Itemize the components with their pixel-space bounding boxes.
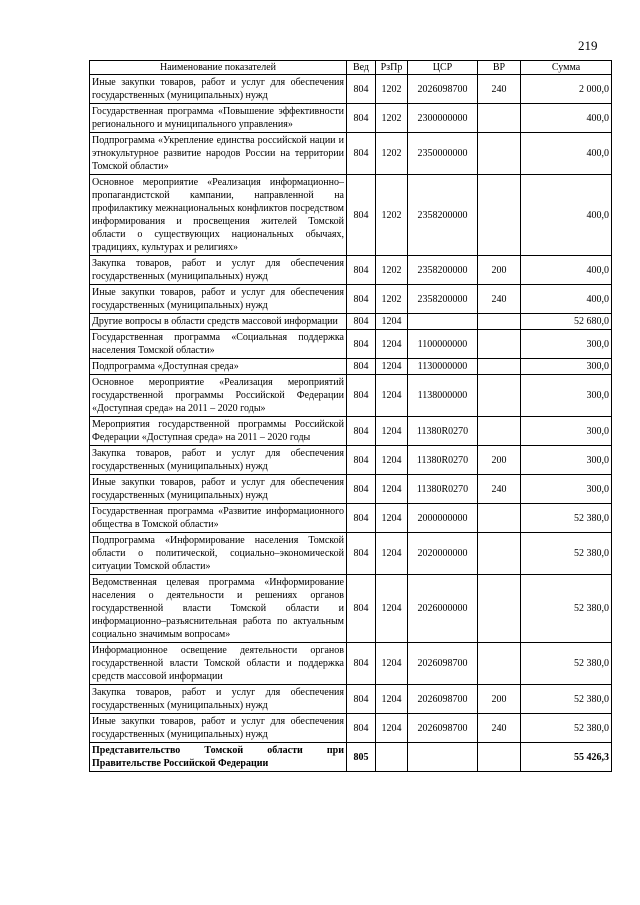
cell-name: Подпрограмма «Укрепление единства российской нации и этнокультурное развитие народов России на территории Томской области»: [90, 133, 347, 175]
cell-csr: 2350000000: [408, 133, 478, 175]
cell-rzpr: 1202: [376, 104, 408, 133]
header-csr: ЦСР: [408, 61, 478, 75]
cell-sum: 52 380,0: [521, 504, 612, 533]
cell-rzpr: 1204: [376, 575, 408, 643]
table-row: [90, 75, 612, 104]
cell-sum: 55 426,3: [521, 743, 612, 772]
cell-sum: 400,0: [521, 285, 612, 314]
cell-name: Подпрограмма «Доступная среда»: [90, 359, 347, 375]
cell-name: Иные закупки товаров, работ и услуг для обеспечения государственных (муниципальных) нужд: [90, 75, 347, 104]
cell-sum: 300,0: [521, 375, 612, 417]
cell-csr: 2358200000: [408, 175, 478, 256]
cell-name: Представительство Томской области при Правительстве Российской Федерации: [90, 743, 347, 772]
header-ved: Вед: [347, 61, 376, 75]
cell-sum: 300,0: [521, 330, 612, 359]
cell-rzpr: 1202: [376, 75, 408, 104]
cell-sum: 52 380,0: [521, 685, 612, 714]
cell-name: Подпрограмма «Информирование населения Томской области о политической, социально–экономической ситуации Томской области»: [90, 533, 347, 575]
cell-ved: 804: [347, 685, 376, 714]
table-row: [90, 714, 612, 743]
cell-ved: 804: [347, 256, 376, 285]
cell-ved: 804: [347, 533, 376, 575]
cell-sum: 400,0: [521, 175, 612, 256]
table-row: [90, 104, 612, 133]
cell-ved: 804: [347, 104, 376, 133]
table-row: [90, 256, 612, 285]
cell-sum: 400,0: [521, 104, 612, 133]
cell-name: Мероприятия государственной программы Российской Федерации «Доступная среда» на 2011 – 2020 годы: [90, 417, 347, 446]
table-row: [90, 533, 612, 575]
cell-sum: 300,0: [521, 446, 612, 475]
cell-rzpr: 1204: [376, 417, 408, 446]
cell-ved: 804: [347, 643, 376, 685]
table-row: [90, 285, 612, 314]
cell-sum: 52 380,0: [521, 714, 612, 743]
cell-ved: 804: [347, 714, 376, 743]
cell-rzpr: 1202: [376, 175, 408, 256]
table-row: [90, 375, 612, 417]
table-row: [90, 175, 612, 256]
cell-name: Ведомственная целевая программа «Информирование населения о деятельности и решениях органов государственной власти Томской области и информационно–разъяснительная работа по актуальным социально значимым вопросам»: [90, 575, 347, 643]
cell-ved: 804: [347, 504, 376, 533]
cell-name: Закупка товаров, работ и услуг для обеспечения государственных (муниципальных) нужд: [90, 685, 347, 714]
cell-sum: 52 380,0: [521, 643, 612, 685]
cell-name: Иные закупки товаров, работ и услуг для обеспечения государственных (муниципальных) нужд: [90, 285, 347, 314]
budget-table: [89, 60, 612, 772]
cell-ved: 804: [347, 330, 376, 359]
cell-rzpr: 1204: [376, 314, 408, 330]
cell-rzpr: 1202: [376, 256, 408, 285]
cell-ved: 804: [347, 175, 376, 256]
cell-csr: 2026098700: [408, 75, 478, 104]
cell-vr: [478, 133, 521, 175]
cell-vr: 200: [478, 256, 521, 285]
cell-vr: [478, 533, 521, 575]
cell-ved: 805: [347, 743, 376, 772]
cell-csr: 1130000000: [408, 359, 478, 375]
cell-rzpr: 1204: [376, 330, 408, 359]
cell-sum: 2 000,0: [521, 75, 612, 104]
cell-vr: 240: [478, 285, 521, 314]
header-sum: Сумма: [521, 61, 612, 75]
header-name: Наименование показателей: [90, 61, 347, 75]
table-row: [90, 643, 612, 685]
table-row: [90, 475, 612, 504]
table-row: [90, 417, 612, 446]
table-row: [90, 133, 612, 175]
cell-csr: 11380R0270: [408, 475, 478, 504]
cell-vr: [478, 743, 521, 772]
cell-csr: 2026098700: [408, 714, 478, 743]
cell-rzpr: 1204: [376, 643, 408, 685]
cell-rzpr: 1204: [376, 504, 408, 533]
cell-vr: [478, 359, 521, 375]
table-row: [90, 330, 612, 359]
table-header-row: [90, 61, 612, 75]
cell-name: Иные закупки товаров, работ и услуг для обеспечения государственных (муниципальных) нужд: [90, 714, 347, 743]
cell-name: Государственная программа «Социальная поддержка населения Томской области»: [90, 330, 347, 359]
cell-rzpr: 1202: [376, 133, 408, 175]
cell-rzpr: 1204: [376, 359, 408, 375]
cell-ved: 804: [347, 133, 376, 175]
cell-csr: 2026000000: [408, 575, 478, 643]
cell-csr: 1138000000: [408, 375, 478, 417]
cell-name: Основное мероприятие «Реализация мероприятий государственной программы Российской Федерации «Доступная среда» на 2011 – 2020 годы»: [90, 375, 347, 417]
cell-name: Закупка товаров, работ и услуг для обеспечения государственных (муниципальных) нужд: [90, 446, 347, 475]
cell-name: Другие вопросы в области средств массовой информации: [90, 314, 347, 330]
table-row: [90, 743, 612, 772]
cell-vr: [478, 175, 521, 256]
cell-rzpr: [376, 743, 408, 772]
cell-csr: 1100000000: [408, 330, 478, 359]
cell-vr: 200: [478, 685, 521, 714]
cell-vr: [478, 643, 521, 685]
cell-vr: [478, 504, 521, 533]
cell-ved: 804: [347, 475, 376, 504]
cell-name: Закупка товаров, работ и услуг для обеспечения государственных (муниципальных) нужд: [90, 256, 347, 285]
cell-vr: 240: [478, 714, 521, 743]
cell-name: Информационное освещение деятельности органов государственной власти Томской области и поддержка средств массовой информации: [90, 643, 347, 685]
cell-csr: 2020000000: [408, 533, 478, 575]
cell-ved: 804: [347, 375, 376, 417]
cell-csr: 2300000000: [408, 104, 478, 133]
cell-sum: 52 380,0: [521, 575, 612, 643]
cell-rzpr: 1204: [376, 475, 408, 504]
cell-sum: 400,0: [521, 256, 612, 285]
cell-csr: [408, 314, 478, 330]
cell-sum: 52 680,0: [521, 314, 612, 330]
cell-vr: [478, 330, 521, 359]
cell-vr: [478, 314, 521, 330]
page-number: 219: [578, 38, 598, 53]
cell-csr: 2026098700: [408, 685, 478, 714]
cell-vr: [478, 417, 521, 446]
cell-rzpr: 1202: [376, 285, 408, 314]
cell-sum: 300,0: [521, 417, 612, 446]
cell-vr: [478, 575, 521, 643]
cell-csr: 2358200000: [408, 256, 478, 285]
cell-sum: 400,0: [521, 133, 612, 175]
cell-ved: 804: [347, 417, 376, 446]
cell-rzpr: 1204: [376, 533, 408, 575]
cell-rzpr: 1204: [376, 714, 408, 743]
cell-vr: [478, 375, 521, 417]
cell-sum: 300,0: [521, 475, 612, 504]
cell-name: Основное мероприятие «Реализация информационно–пропагандистской кампании, направленной на профилактику межнациональных конфликтов посредством информирования и просвещения жителей Томской области о существующих национальных обычаях, традициях, культурах и религиях»: [90, 175, 347, 256]
cell-csr: 11380R0270: [408, 446, 478, 475]
cell-ved: 804: [347, 285, 376, 314]
cell-name: Государственная программа «Развитие информационного общества в Томской области»: [90, 504, 347, 533]
cell-name: Государственная программа «Повышение эффективности регионального и муниципального управления»: [90, 104, 347, 133]
cell-rzpr: 1204: [376, 375, 408, 417]
cell-sum: 300,0: [521, 359, 612, 375]
cell-ved: 804: [347, 446, 376, 475]
cell-vr: 200: [478, 446, 521, 475]
cell-csr: 2026098700: [408, 643, 478, 685]
header-rzpr: РзПр: [376, 61, 408, 75]
header-vr: ВР: [478, 61, 521, 75]
cell-ved: 804: [347, 314, 376, 330]
cell-csr: 2358200000: [408, 285, 478, 314]
cell-ved: 804: [347, 75, 376, 104]
cell-csr: 2000000000: [408, 504, 478, 533]
cell-rzpr: 1204: [376, 446, 408, 475]
cell-vr: 240: [478, 75, 521, 104]
cell-ved: 804: [347, 575, 376, 643]
cell-ved: 804: [347, 359, 376, 375]
table-row: [90, 575, 612, 643]
table-row: [90, 504, 612, 533]
table-row: [90, 446, 612, 475]
cell-name: Иные закупки товаров, работ и услуг для обеспечения государственных (муниципальных) нужд: [90, 475, 347, 504]
table-row: [90, 314, 612, 330]
table-row: [90, 359, 612, 375]
cell-rzpr: 1204: [376, 685, 408, 714]
cell-vr: 240: [478, 475, 521, 504]
cell-sum: 52 380,0: [521, 533, 612, 575]
cell-csr: 11380R0270: [408, 417, 478, 446]
table-row: [90, 685, 612, 714]
cell-vr: [478, 104, 521, 133]
cell-csr: [408, 743, 478, 772]
